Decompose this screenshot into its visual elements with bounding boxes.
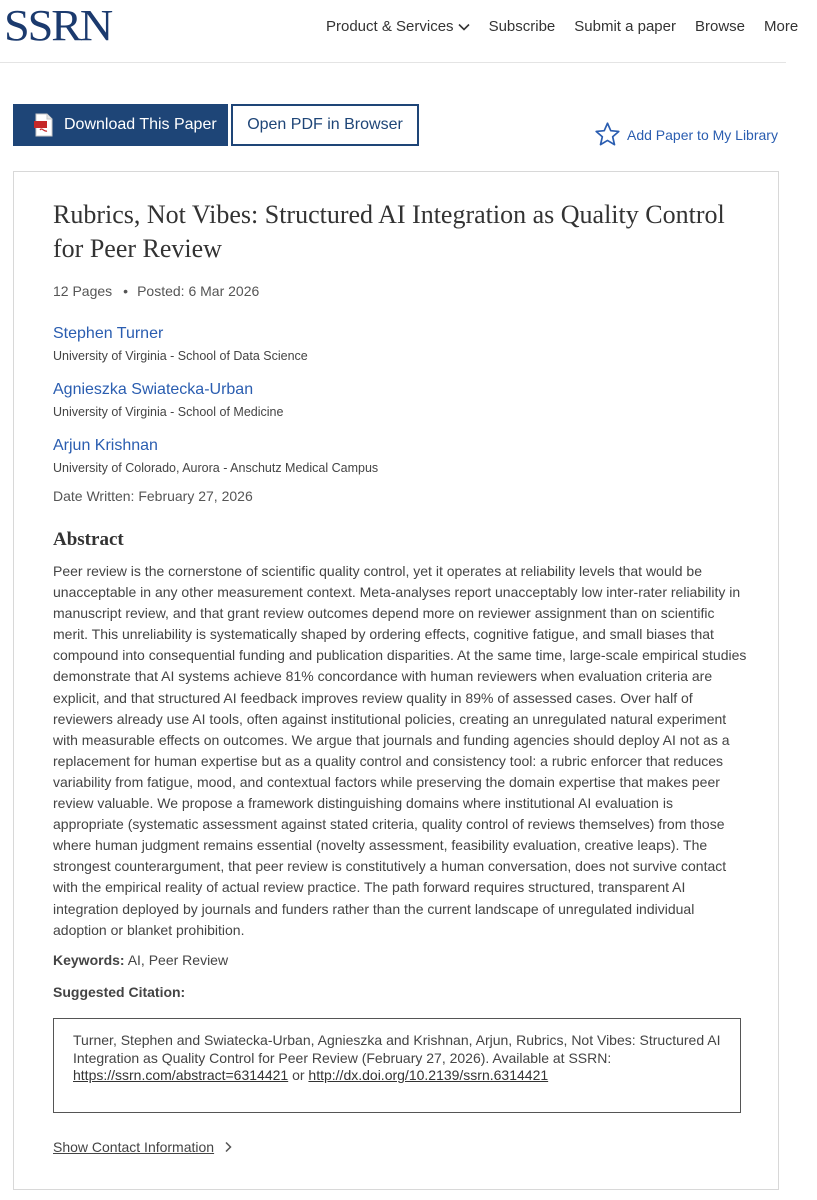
- chevron-right-icon: [222, 1141, 234, 1153]
- nav-product-services-label: Product & Services: [326, 18, 454, 35]
- suggested-citation-label: Suggested Citation:: [53, 984, 186, 1000]
- author-affiliation: University of Virginia - School of Medicine: [53, 405, 284, 419]
- main-nav: [326, 18, 817, 35]
- author-affiliation: University of Virginia - School of Data Science: [53, 349, 308, 363]
- nav-submit-paper[interactable]: Submit a paper: [574, 18, 676, 35]
- paper-meta: [53, 283, 259, 299]
- author-link[interactable]: Arjun Krishnan: [53, 437, 158, 454]
- keywords-line: [53, 952, 228, 968]
- chevron-down-icon: [458, 21, 470, 33]
- top-bar: [0, 0, 799, 56]
- header-divider: [0, 62, 786, 63]
- ssrn-abstract-link[interactable]: https://ssrn.com/abstract=6314421: [73, 1067, 289, 1083]
- nav-more[interactable]: More: [764, 18, 799, 35]
- citation-text: Turner, Stephen and Swiatecka-Urban, Agnieszka and Krishnan, Arjun, Rubrics, Not Vibes: Structured AI Integration as Quality Control for Peer Review (February 27, 2026). Available at SSRN:: [73, 1032, 721, 1066]
- paper-card: [13, 171, 779, 1190]
- star-icon: [594, 121, 621, 148]
- citation-box: [53, 1018, 741, 1113]
- ssrn-logo[interactable]: SSRN: [4, 1, 112, 50]
- open-pdf-button[interactable]: Open PDF in Browser: [231, 104, 419, 146]
- add-to-library-label: Add Paper to My Library: [627, 126, 778, 143]
- keywords-label: Keywords:: [53, 952, 125, 968]
- add-to-library-link[interactable]: [594, 121, 778, 148]
- author-link[interactable]: Stephen Turner: [53, 325, 164, 342]
- citation-or: or: [292, 1067, 305, 1083]
- nav-browse[interactable]: Browse: [695, 18, 746, 35]
- nav-product-services[interactable]: [326, 18, 470, 35]
- download-paper-label: Download This Paper: [64, 116, 217, 133]
- doi-link[interactable]: http://dx.doi.org/10.2139/ssrn.6314421: [308, 1067, 549, 1083]
- page-count: 12 Pages: [53, 283, 113, 299]
- author-link[interactable]: Agnieszka Swiatecka-Urban: [53, 381, 254, 398]
- meta-separator: •: [123, 283, 129, 299]
- pdf-file-icon: [34, 113, 54, 137]
- author-affiliation: University of Colorado, Aurora - Anschutz Medical Campus: [53, 461, 379, 475]
- posted-date: Posted: 6 Mar 2026: [137, 283, 260, 299]
- show-contact-info-link[interactable]: [53, 1139, 234, 1155]
- download-paper-button[interactable]: [13, 104, 228, 146]
- nav-subscribe[interactable]: Subscribe: [488, 18, 556, 35]
- date-written: Date Written: February 27, 2026: [53, 488, 253, 504]
- abstract-text: Peer review is the cornerstone of scientific quality control, yet it operates at reliability levels that would be unacceptable in any other measurement context. Meta-analyses report unacceptably low inter-rater reliability in manuscript review, and that grant review outcomes depend more on reviewer assignment than on scientific merit. This unreliability is systematically shaped by ordering effects, cognitive fatigue, and small biases that compound into consequential funding and publication disparities. At the same time, large-scale empirical studies demonstrate that AI systems achieve 81% concordance with human reviewers when evaluation criteria are explicit, and that structured AI feedback improves review quality in 89% of assessed cases. Over half of reviewers already use AI tools, often against institutional policies, creating an unregulated natural experiment with measurable effects on outcomes. We argue that journals and funding agencies should deploy AI not as a replacement for human expertise but as a quality control and consistency tool: a rubric enforcer that reduces variability from fatigue, mood, and contextual factors while preserving the domain expertise that makes peer review valuable. We propose a framework distinguishing domains where institutional AI evaluation is appropriate (systematic assessment against stated criteria, quality control of reviews themselves) from those where human judgment remains essential (novelty assessment, feasibility evaluation, creative leaps). The strongest counterargument, that peer review is constitutively a human conversation, does not survive contact with the empirical reality of actual review practice. The path forward requires structured, transparent AI integration deployed by journals and funders rather than the current landscape of unregulated individual adoption or blanket prohibition.: [53, 563, 747, 938]
- keywords-value: AI, Peer Review: [127, 952, 229, 968]
- paper-title: Rubrics, Not Vibes: Structured AI Integration as Quality Control for Peer Review: [53, 200, 725, 263]
- abstract-heading: Abstract: [53, 529, 124, 550]
- show-contact-info-label: Show Contact Information: [53, 1139, 215, 1155]
